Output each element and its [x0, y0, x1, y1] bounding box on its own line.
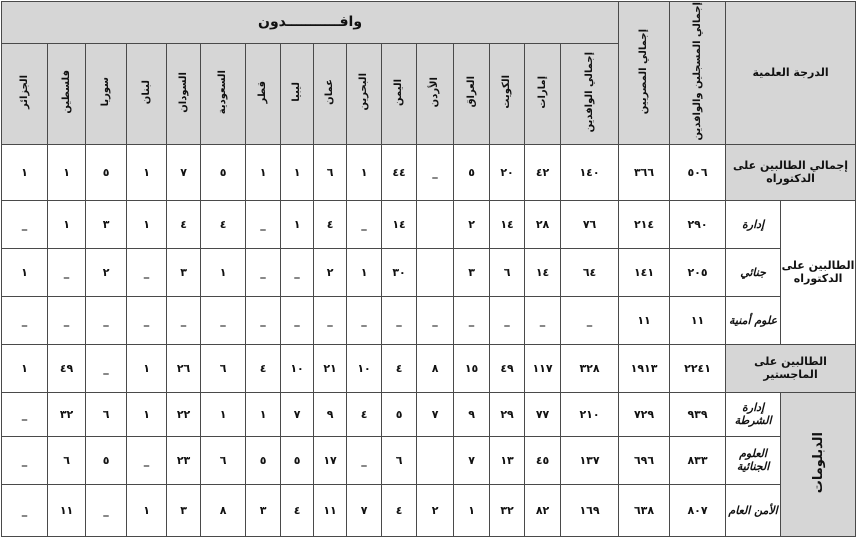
- row-label: الأمن العام: [726, 484, 781, 536]
- table-cell: ٦٩٦: [619, 436, 670, 484]
- table-cell: ٣٦٦: [619, 144, 670, 200]
- table-cell: ٦: [314, 144, 347, 200]
- table-cell: _: [347, 200, 382, 248]
- table-cell: ٥: [454, 144, 490, 200]
- table-cell: ١: [2, 344, 48, 392]
- table-cell: ١: [2, 248, 48, 296]
- table-cell: ٥: [86, 144, 127, 200]
- table-row: [2, 248, 856, 296]
- table-cell: ٢٠٥: [670, 248, 726, 296]
- country-header: الأردن: [417, 43, 454, 144]
- table-row: [2, 436, 856, 484]
- table-cell: ٣٢٨: [561, 344, 619, 392]
- table-cell: _: [417, 296, 454, 344]
- table-cell: ٢: [86, 248, 127, 296]
- table-cell: ٨٢: [525, 484, 561, 536]
- table-cell: _: [201, 296, 246, 344]
- country-header: قطر: [246, 43, 281, 144]
- table-cell: ٥: [201, 144, 246, 200]
- country-header: سوريا: [86, 43, 127, 144]
- table-cell: ١: [48, 200, 86, 248]
- table-row: [2, 344, 856, 392]
- table-cell: ٢: [417, 484, 454, 536]
- table-row: [2, 296, 856, 344]
- table-cell: ٦: [201, 436, 246, 484]
- table-cell: ٨: [417, 344, 454, 392]
- table-cell: ١٦٩: [561, 484, 619, 536]
- row-label: الطالبين على الماجستير: [726, 344, 856, 392]
- table-cell: _: [2, 296, 48, 344]
- table-cell: _: [314, 296, 347, 344]
- table-cell: _: [86, 484, 127, 536]
- table-cell: ١٤: [490, 200, 525, 248]
- table-cell: ٦: [86, 392, 127, 436]
- table-cell: ٧: [454, 436, 490, 484]
- row-label: إدارة الشرطة: [726, 392, 781, 436]
- table-cell: ١: [127, 392, 167, 436]
- table-cell: ٤٩: [490, 344, 525, 392]
- table-cell: ٤: [347, 392, 382, 436]
- table-cell: ٩٣٩: [670, 392, 726, 436]
- country-header: الكويت: [490, 43, 525, 144]
- table-cell: ٤: [314, 200, 347, 248]
- table-cell: _: [167, 296, 201, 344]
- table-cell: ٩: [314, 392, 347, 436]
- phd-group-label: الطالبين على الدكتوراه: [781, 200, 856, 344]
- table-cell: ٧٢٩: [619, 392, 670, 436]
- table-row: [2, 484, 856, 536]
- table-cell: ١١: [48, 484, 86, 536]
- table-cell: ٤: [167, 200, 201, 248]
- table-cell: ١١: [619, 296, 670, 344]
- table-cell: ٥: [246, 436, 281, 484]
- table-cell: _: [48, 296, 86, 344]
- table-cell: _: [127, 296, 167, 344]
- table-cell: ٢٠: [490, 144, 525, 200]
- table-cell: ١٤: [525, 248, 561, 296]
- row-label: العلوم الجنائية: [726, 436, 781, 484]
- table-cell: ١: [246, 392, 281, 436]
- table-cell: ١: [454, 484, 490, 536]
- country-header: السعودية: [201, 43, 246, 144]
- table-cell: ٢٣: [167, 436, 201, 484]
- table-cell: _: [281, 296, 314, 344]
- table-cell: ٢١٤: [619, 200, 670, 248]
- country-header: إمارات: [525, 43, 561, 144]
- table-cell: ٢٩٠: [670, 200, 726, 248]
- table-cell: ١٧: [314, 436, 347, 484]
- table-cell: ١٤١: [619, 248, 670, 296]
- table-cell: ٤٩: [48, 344, 86, 392]
- row-label: إجمالي الطالبين على الدكتوراه: [726, 144, 856, 200]
- table-cell: ٣: [167, 484, 201, 536]
- table-cell: ١: [201, 392, 246, 436]
- table-cell: ١٠: [347, 344, 382, 392]
- table-cell: ٢: [314, 248, 347, 296]
- table-cell: ٤: [246, 344, 281, 392]
- table-cell: ٦: [48, 436, 86, 484]
- country-header: البحرين: [347, 43, 382, 144]
- table-cell: ٢٢٤١: [670, 344, 726, 392]
- table-cell: _: [2, 392, 48, 436]
- country-header: السودان: [167, 43, 201, 144]
- table-cell: ١: [281, 144, 314, 200]
- table-cell: _: [246, 296, 281, 344]
- table-cell: _: [246, 200, 281, 248]
- table-cell: ١٣٧: [561, 436, 619, 484]
- table-cell: ٦٣٨: [619, 484, 670, 536]
- total-egyptians-header: إجمالي المصريين: [619, 2, 670, 145]
- table-cell: ١: [347, 144, 382, 200]
- table-cell: ٧٦: [561, 200, 619, 248]
- table-cell: ١١٧: [525, 344, 561, 392]
- table-cell: ٣٠: [382, 248, 417, 296]
- table-cell: _: [347, 436, 382, 484]
- table-cell: ٣٢: [48, 392, 86, 436]
- row-label: علوم أمنية: [726, 296, 781, 344]
- country-header: عمان: [314, 43, 347, 144]
- country-header: لبنان: [127, 43, 167, 144]
- table-cell: _: [525, 296, 561, 344]
- table-cell: _: [2, 436, 48, 484]
- table-cell: ٢٨: [525, 200, 561, 248]
- table-cell: ٣٢: [490, 484, 525, 536]
- table-cell: ١١: [314, 484, 347, 536]
- table-cell: ٧٧: [525, 392, 561, 436]
- table-cell: ٩: [454, 392, 490, 436]
- table-cell: ١: [2, 144, 48, 200]
- table-cell: _: [86, 296, 127, 344]
- country-header: الجزائر: [2, 43, 48, 144]
- table-cell: ٢٩: [490, 392, 525, 436]
- table-cell: _: [127, 248, 167, 296]
- table-cell: ٨: [201, 484, 246, 536]
- diplomas-group-label: الدبلومات: [781, 392, 856, 536]
- table-cell: _: [417, 144, 454, 200]
- table-cell: ١: [347, 248, 382, 296]
- table-cell: ٤٥: [525, 436, 561, 484]
- table-cell: _: [86, 344, 127, 392]
- table-cell: ١٤: [382, 200, 417, 248]
- table-cell: ٤: [382, 344, 417, 392]
- degree-header: الدرجة العلمية: [726, 2, 856, 145]
- table-cell: ٥: [281, 436, 314, 484]
- row-label: جنائي: [726, 248, 781, 296]
- table-cell: ١٤٠: [561, 144, 619, 200]
- table-cell: _: [382, 296, 417, 344]
- table-cell: _: [347, 296, 382, 344]
- table-cell: ١: [281, 200, 314, 248]
- table-cell: _: [561, 296, 619, 344]
- table-row: [2, 144, 856, 200]
- table-cell: ١: [48, 144, 86, 200]
- table-cell: ٦: [490, 248, 525, 296]
- table-cell: [417, 436, 454, 484]
- country-header: العراق: [454, 43, 490, 144]
- table-cell: ١: [127, 344, 167, 392]
- table-cell: ٢٢: [167, 392, 201, 436]
- table-cell: ١: [127, 484, 167, 536]
- table-cell: ٢١٠: [561, 392, 619, 436]
- table-cell: ٤: [382, 484, 417, 536]
- table-cell: _: [48, 248, 86, 296]
- table-cell: ٢: [454, 200, 490, 248]
- country-header: فلسطين: [48, 43, 86, 144]
- total-enrolled-header: إجمالي المسجلين والوافدين: [670, 2, 726, 145]
- table-cell: ٥: [382, 392, 417, 436]
- table-cell: _: [281, 248, 314, 296]
- table-cell: ٣: [86, 200, 127, 248]
- table-cell: ٤٤: [382, 144, 417, 200]
- country-header: ليبيا: [281, 43, 314, 144]
- row-label: إدارة: [726, 200, 781, 248]
- table-cell: ١: [201, 248, 246, 296]
- table-cell: ١: [127, 144, 167, 200]
- table-cell: _: [454, 296, 490, 344]
- table-cell: ٧: [417, 392, 454, 436]
- arrivals-header: وافـــــــــــدون: [2, 2, 619, 44]
- statistics-table: [1, 1, 856, 537]
- table-cell: _: [2, 484, 48, 536]
- table-cell: ٤: [201, 200, 246, 248]
- table-cell: ٣: [246, 484, 281, 536]
- table-cell: _: [246, 248, 281, 296]
- table-cell: ٤٢: [525, 144, 561, 200]
- country-header: اليمن: [382, 43, 417, 144]
- table-cell: ٣: [454, 248, 490, 296]
- table-cell: ٢١: [314, 344, 347, 392]
- table-cell: ١: [127, 200, 167, 248]
- table-cell: ٥٠٦: [670, 144, 726, 200]
- table-cell: ١٠: [281, 344, 314, 392]
- table-cell: _: [127, 436, 167, 484]
- table-cell: ١٩١٣: [619, 344, 670, 392]
- table-cell: ١٣: [490, 436, 525, 484]
- table-cell: ٦: [382, 436, 417, 484]
- table-cell: ٤: [281, 484, 314, 536]
- table-cell: ٦: [201, 344, 246, 392]
- table-row: [2, 200, 856, 248]
- table-cell: ١١: [670, 296, 726, 344]
- table-cell: ١٥: [454, 344, 490, 392]
- table-cell: ٢٦: [167, 344, 201, 392]
- table-cell: [417, 248, 454, 296]
- table-cell: ٨٠٧: [670, 484, 726, 536]
- table-cell: ٧: [281, 392, 314, 436]
- table-cell: _: [490, 296, 525, 344]
- table-cell: ١: [246, 144, 281, 200]
- table-cell: ٥: [86, 436, 127, 484]
- table-cell: ٣: [167, 248, 201, 296]
- table-cell: ٧: [167, 144, 201, 200]
- table-cell: ٧: [347, 484, 382, 536]
- table-cell: ٨٣٣: [670, 436, 726, 484]
- table-cell: [417, 200, 454, 248]
- table-cell: ٦٤: [561, 248, 619, 296]
- table-row: [2, 392, 856, 436]
- total-arrivals-header: إجمالي الوافدين: [561, 43, 619, 144]
- table-cell: _: [2, 200, 48, 248]
